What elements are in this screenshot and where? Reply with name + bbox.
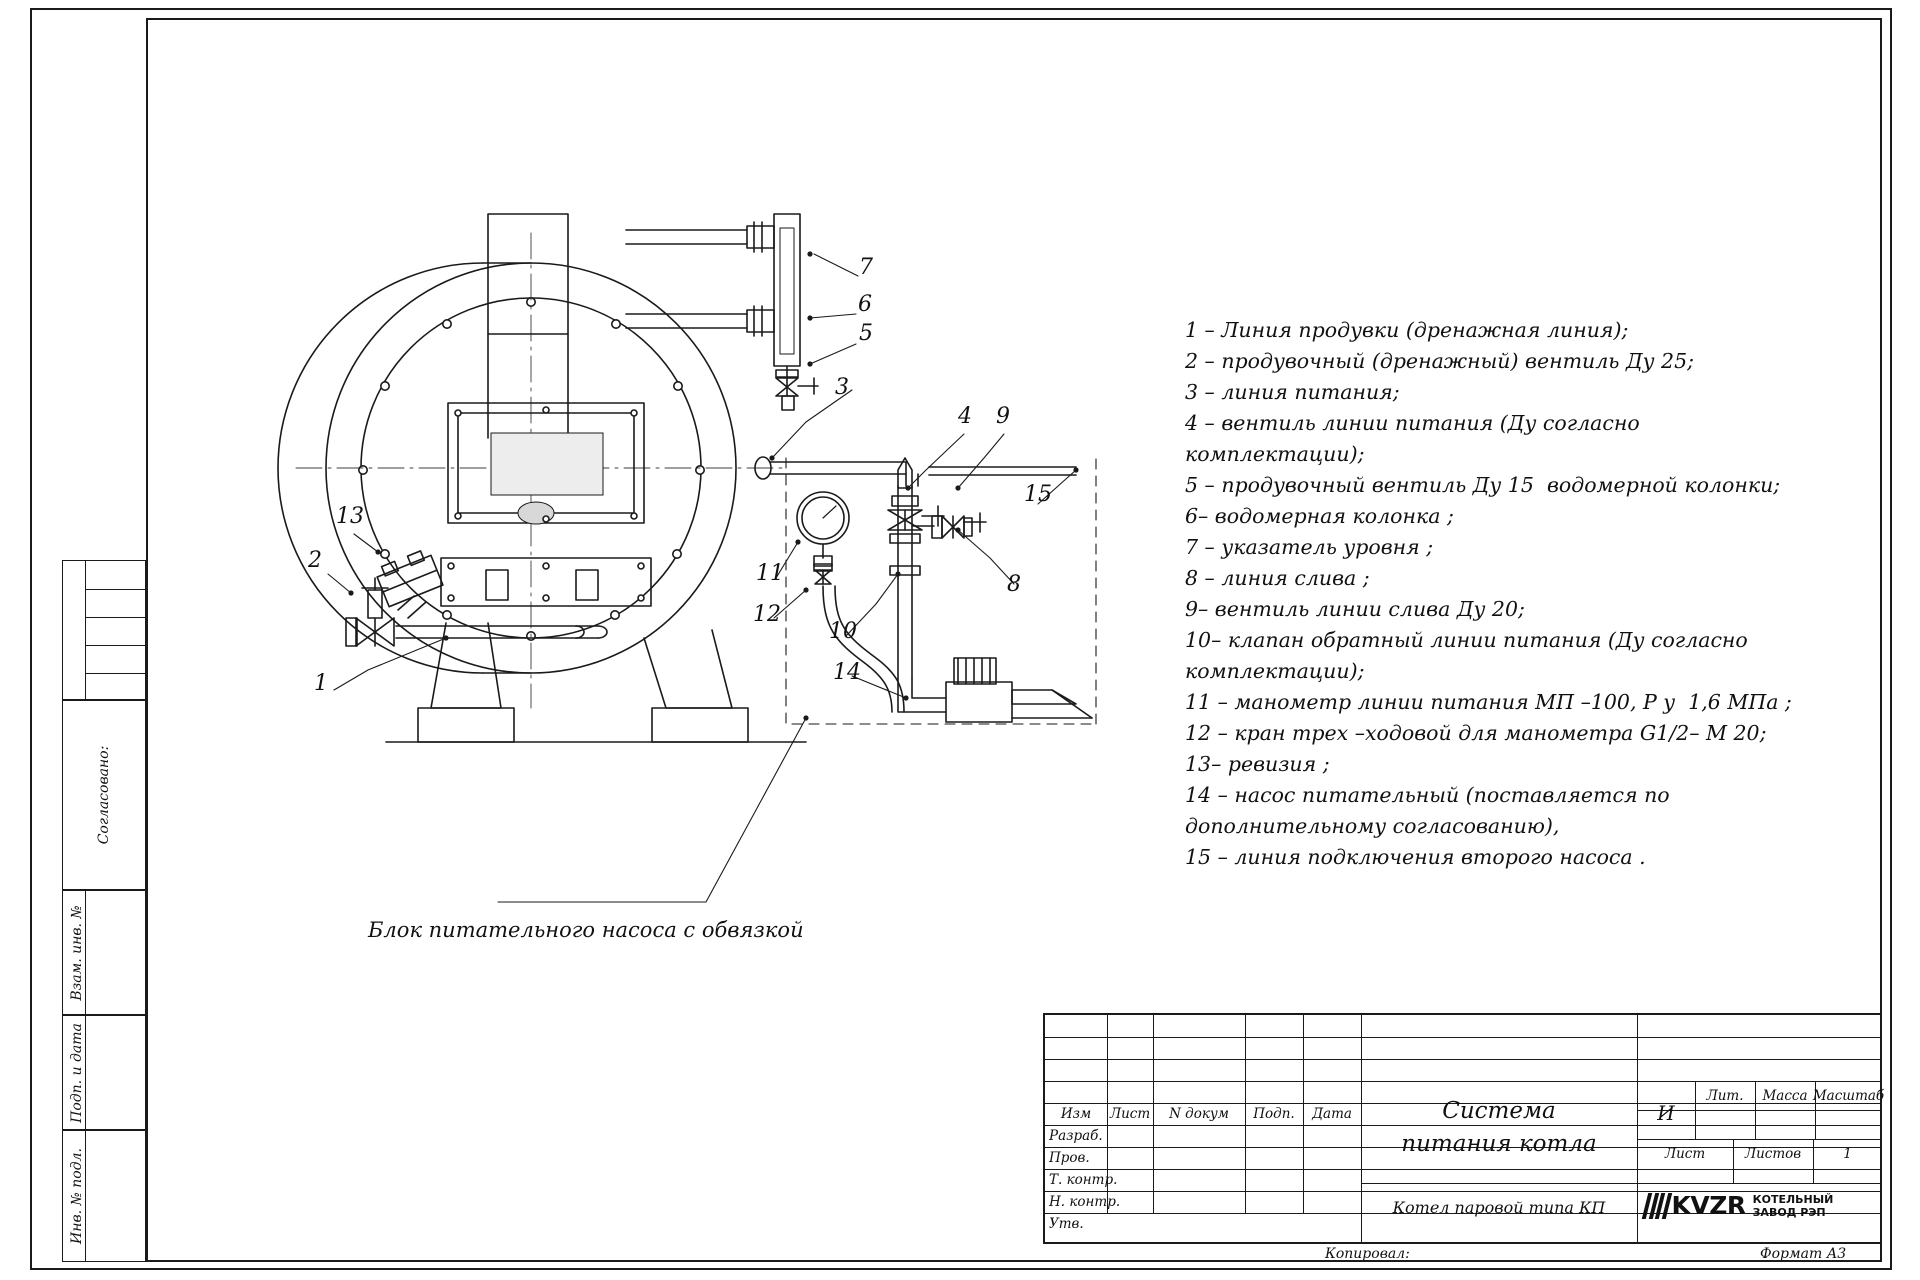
- callout-7: 7: [859, 255, 873, 280]
- water-column-assembly: [626, 214, 818, 410]
- legend-item-12: 12 – кран трех –ходовой для манометра G1/2– М 20;: [1185, 721, 1767, 745]
- margin-block-podp: [62, 1015, 146, 1130]
- legend-item-5: 5 – продувочный вентиль Ду 15 водомерной колонки;: [1185, 473, 1781, 497]
- margin-label-soglasovano: Согласовано:: [96, 745, 112, 845]
- legend-item-6: 6– водомерная колонка ;: [1185, 504, 1454, 528]
- tb-role-tkontr: Т. контр.: [1049, 1172, 1118, 1188]
- margin-row-divider: [85, 645, 145, 646]
- logo-name: KVZR: [1671, 1191, 1746, 1220]
- pump-block-caption: Блок питательного насоса с обвязкой: [368, 918, 804, 942]
- legend-item-4: 4 – вентиль линии питания (Ду согласно комплектации);: [1185, 411, 1647, 466]
- tb-lit-label: Лит.: [1706, 1087, 1744, 1104]
- callout-15: 15: [1024, 482, 1052, 507]
- callout-3: 3: [835, 375, 849, 400]
- callout-14: 14: [833, 660, 861, 685]
- tb-col-data: Дата: [1312, 1106, 1352, 1122]
- tb-role-nkontr: Н. контр.: [1049, 1194, 1121, 1210]
- tb-title-line2: питания котла: [1401, 1131, 1597, 1157]
- callout-5: 5: [859, 321, 873, 346]
- copied-label: Копировал:: [1325, 1246, 1410, 1262]
- tb-rule: [1045, 1169, 1882, 1170]
- legend-item-14: 14 – насос питательный (поставляется по дополнительному согласованию),: [1185, 783, 1677, 838]
- tb-col-list: Лист: [1109, 1106, 1151, 1122]
- callout-13: 13: [336, 504, 364, 529]
- tb-rule: [1045, 1059, 1882, 1060]
- format-label: Формат А3: [1760, 1246, 1847, 1262]
- blowdown-line: [346, 548, 607, 646]
- legend-item-10: 10– клапан обратный линии питания (Ду согласно комплектации);: [1185, 628, 1755, 683]
- tb-rule: [1815, 1110, 1816, 1139]
- margin-divider: [85, 891, 86, 1014]
- margin-row-divider: [85, 617, 145, 618]
- legend-item-15: 15 – линия подключения второго насоса .: [1185, 845, 1646, 869]
- boiler-lower-plate: [441, 558, 651, 606]
- legend-item-3: 3 – линия питания;: [1185, 380, 1400, 404]
- callout-9: 9: [996, 404, 1010, 429]
- tb-col-podp: Подп.: [1253, 1106, 1295, 1122]
- tb-listov-label: Листов: [1744, 1145, 1802, 1162]
- tb-role-utv: Утв.: [1049, 1216, 1084, 1232]
- legend-item-9: 9– вентиль линии слива Ду 20;: [1185, 597, 1525, 621]
- tb-massa-label: Масса: [1762, 1087, 1808, 1104]
- margin-label-podp: Подп. и дата: [69, 1022, 85, 1123]
- legend-item-2: 2 – продувочный (дренажный) вентиль Ду 25;: [1185, 349, 1695, 373]
- margin-block-vzam: [62, 890, 146, 1015]
- tb-col-izm: Изм: [1060, 1106, 1092, 1122]
- margin-divider: [85, 1016, 86, 1129]
- callout-1: 1: [314, 671, 328, 696]
- margin-divider: [85, 1131, 86, 1261]
- margin-row-divider: [85, 589, 145, 590]
- callout-8: 8: [1007, 572, 1021, 597]
- callout-11: 11: [756, 561, 784, 586]
- logo-line1: КОТЕЛЬНЫЙ: [1752, 1192, 1834, 1206]
- tb-rule: [1361, 1183, 1637, 1184]
- legend-item-7: 7 – указатель уровня ;: [1185, 535, 1434, 559]
- second-pump-line: [929, 467, 1076, 475]
- tb-lit-value: И: [1657, 1101, 1675, 1125]
- company-logo: [1645, 1191, 1833, 1220]
- tb-subtitle: Котел паровой типа КП: [1392, 1198, 1606, 1217]
- logo-bars-icon: [1645, 1191, 1746, 1220]
- margin-block-inv: [62, 1130, 146, 1262]
- tb-listov-value: 1: [1843, 1145, 1852, 1162]
- legend-item-11: 11 – манометр линии питания МП –100, Р у 1,6 МПа ;: [1185, 690, 1792, 714]
- feed-line: [755, 457, 918, 486]
- feed-valve-group: [888, 458, 944, 578]
- margin-divider: [85, 561, 86, 699]
- tb-rule: [1045, 1037, 1882, 1038]
- margin-label-inv: Инв. № подл.: [69, 1148, 85, 1244]
- boiler-chimney: [488, 214, 568, 438]
- legend-item-1: 1 – Линия продувки (дренажная линия);: [1185, 318, 1629, 342]
- margin-block-soglasovano: [62, 700, 146, 890]
- tb-rule: [1637, 1183, 1882, 1184]
- callout-6: 6: [858, 292, 872, 317]
- callout-2: 2: [308, 548, 322, 573]
- margin-label-vzam: Взам. инв. №: [69, 904, 85, 1001]
- tb-col-ndokum: N докум: [1169, 1106, 1229, 1122]
- legend-item-13: 13– ревизия ;: [1185, 752, 1330, 776]
- callout-12: 12: [753, 602, 781, 627]
- tb-rule: [1755, 1110, 1756, 1139]
- callout-4: 4: [958, 404, 972, 429]
- tb-rule: [1695, 1110, 1696, 1139]
- callout-10: 10: [829, 619, 857, 644]
- boiler-supports: [386, 623, 806, 742]
- tb-title-line1: Система: [1442, 1098, 1556, 1124]
- tb-role-prov: Пров.: [1049, 1150, 1090, 1166]
- boiler-front-panel: [448, 403, 644, 524]
- tb-masshtab-label: Масштаб: [1812, 1087, 1885, 1104]
- tb-role-razrab: Разраб.: [1049, 1128, 1103, 1144]
- logo-line2: ЗАВОД РЭП: [1752, 1205, 1826, 1219]
- title-block: [1043, 1013, 1885, 1244]
- tb-list-label: Лист: [1664, 1145, 1706, 1162]
- margin-revision-table: [62, 560, 146, 700]
- feed-pump: [898, 578, 1092, 722]
- legend-item-8: 8 – линия слива ;: [1185, 566, 1370, 590]
- legend-list: [1185, 315, 1805, 873]
- margin-row-divider: [85, 673, 145, 674]
